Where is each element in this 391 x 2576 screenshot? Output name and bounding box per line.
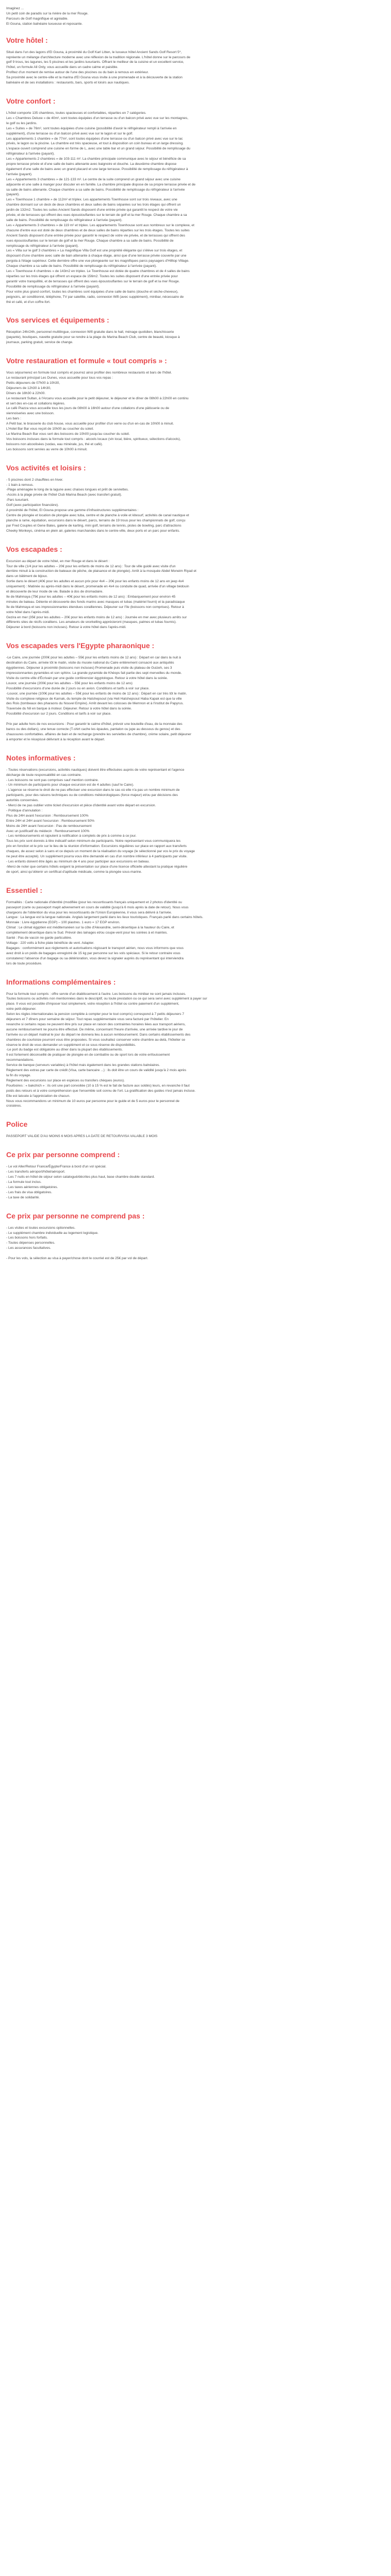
text-line: Les « Appartements 3 chambres » de 121-133 m². Le centre de la suite comprend un grand séjour avec une cuisine bbox=[6, 177, 181, 181]
section-heading: Votre hôtel : bbox=[6, 36, 48, 44]
text-line: égyptiennes. Déjeuner à proximité (boissons non incluses) Promenade puis visite du plateau de Guizeh, ses 3 bbox=[6, 666, 172, 670]
text-line: l'arrivée ou un départ matinal le jour du départ ne donnera lieu à aucun remboursement. Dans certains établissements des bbox=[6, 1032, 191, 1037]
text-line: - Le supplément chambre individuelle au logement logistique. bbox=[6, 1231, 99, 1235]
text-line: - Pour les vols, la sélection au visa à payer/chose dont le courriel est de 25€ par vol de départ. bbox=[6, 1257, 149, 1261]
text-line: Le restaurant Sultan, à l'Arcanu vous accueille pour le petit déjeuner, le déjeuner et le dîner de 08h00 à 22h00 en continu bbox=[6, 396, 189, 400]
text-line: recommandations. bbox=[6, 1058, 35, 1062]
text-line: - Politique d'annulation : bbox=[6, 808, 43, 812]
text-line: Nous vous recommandons un minimum de 10 euros par personne pour le guide et de 5 euros pour le personnel de bbox=[6, 1099, 180, 1103]
text-line: chaques, de assez selon à sans et ce depuis un moment de la réalisation du voyage (le sélectionné par vos le prix du voyage bbox=[6, 850, 195, 854]
text-line: réserve le droit de vous demander un supplément et ce sous réserve de disponibilités. bbox=[6, 1043, 136, 1047]
text-line bbox=[6, 1251, 385, 1256]
text-line: Les appartements 1 chambre » de 77m², sont toutes équipées d'une terrasse ou d'un balcon privé avec vue sur le lac bbox=[6, 137, 183, 141]
text-line: garantir votre tranquillité, et de terrasses qui offrent des vues époustouflantes sur le terrain de golf et la mer Rouge. bbox=[6, 279, 180, 283]
text-line: minutes de bateau. Détente et découverte des fonds marins avec masques et tubas (matériel fourni) et la paradisiaque bbox=[6, 600, 185, 604]
text-line: croisières. bbox=[6, 1104, 22, 1108]
text-line bbox=[6, 717, 385, 722]
text-line: Tour de ville (1/4 jour les adultes – 20€ pour les enfants de moins de 12 ans) : Tour de ville guidé avec visite d'un bbox=[6, 564, 176, 568]
text-line: Déjeuner à bord (boissons non incluses). Retour à votre hôtel dans l'après-midi. bbox=[6, 625, 126, 630]
text-line: chambre donnant sur un deck de deux chambres et deux salles de bains séparées sur les trois étages qui offrent un bbox=[6, 203, 181, 207]
text-line: chaussures confortables. affaires de bain et de rechange (prendre les serviettes de chambre), crème solaire, petit déjeuner bbox=[6, 732, 191, 736]
text-line: -Merci de noter que certains hôtels exigent la présentation sur place d'une licence officielle attestant la pratique régulière bbox=[6, 865, 188, 869]
text-line: Les bars : bbox=[6, 417, 21, 421]
text-line: boissons non alcoolisées (sodas, eau minérale, jus, thé et café). bbox=[6, 442, 103, 446]
text-line: Centre de plongée et location de plongée avec tuba, centre et de planche à voile et kitesurf, activités de canal nautique et bbox=[6, 513, 189, 517]
text-line: Selon les règles internationales la pension complète à compter pour le tout compris) correspond à 7 petits déjeuners 7 bbox=[6, 1012, 184, 1016]
text-line: - Merci de ne pas oublier votre ticket d'excursion et pièce d'identité avant votre départ en excursion. bbox=[6, 804, 156, 808]
text-line: Sortie dans le désert (40€ pour les adultes et aucun prix pour 4x4 – 20€ pour les enfants moins de 12 ans en jeep 4x4 bbox=[6, 580, 184, 584]
text-line: Visite du complexe religieux de Karnak, du temple de Hatshepsout (via Heli Hatshepsout Haba Kapak est que la ville bbox=[6, 697, 182, 701]
section-heading: Vos escapades : bbox=[6, 545, 62, 553]
section-heading: Ce prix par personne comprend : bbox=[6, 1150, 120, 1159]
text-line: Santé : Pas de vaccin ne garde particulière. bbox=[6, 936, 72, 940]
text-line: Louxor, une journée (200€ pour les adultes – 55€ pour les enfants moins de 12 ans) bbox=[6, 681, 133, 685]
text-line: Entre 24H et 24H avant l'excursion : Remboursement 50% bbox=[6, 819, 94, 823]
text-line: uniquement) : Matinée ou après-midi dans le désert, promenade en 4x4 ou conduite de quad, arrivée d'un village bédouin bbox=[6, 585, 189, 589]
text-line: vues époustouflantes sur le terrain de golf et la mer Rouge. Chaque chambre a sa salle de bains. Possibilité de bbox=[6, 239, 174, 243]
text-line: viennoiseries avec une boisson. bbox=[6, 412, 55, 416]
text-line: - Toutes réservations (excursions, activités nautiques) doivent être effectuées auprès de votre représentant et l'agence bbox=[6, 768, 185, 772]
text-line: place. Il vous est possible d'imposer tout simplement, votre réception à l'hôtel ou contre paiement d'un supplément, bbox=[6, 1002, 180, 1006]
text-line: Sa proximité avec le centre-ville et la marina d'El Gouna vous invite à une promenade et à la découverte de la station bbox=[6, 76, 183, 80]
text-line: Plus de 24H avant l'excursion : Remboursement 100% bbox=[6, 814, 89, 818]
text-line: impressionnantes pyramides et son sphinx. La grande pyramide de Khéops fait partie des sept merveilles du monde. bbox=[6, 671, 182, 675]
text-line: déjeuners et 7 dîners pour semaine de séjour. Tout repas supplémentaire vous sera facturé par l'hôtelier. En bbox=[6, 1018, 169, 1022]
text-line: Les « Suites » de 76m², sont toutes équipées d'une cuisine (possibilité d'avoir le réfrigérateur rempli à l'arrivée en bbox=[6, 126, 177, 130]
text-line: golf 9 trous, les lagunes, les 5 piscines et les jardins luxuriants. Offrant le meilleur de la cuisine et un excellent service, bbox=[6, 60, 184, 64]
text-line: thé et café, et d'un coffre-fort. bbox=[6, 300, 51, 304]
text-line: l'arrivée (payant). bbox=[6, 172, 32, 176]
text-line: - 5 piscines dont 2 chauffées en hiver. bbox=[6, 478, 63, 482]
text-line: Cheeky Monkeys, cinéma en plein air, galeries marchandes dans le centre-ville, deux ports et un parc pour enfants. bbox=[6, 529, 180, 533]
section-heading: Votre restauration et formule « tout compris » : bbox=[6, 357, 167, 365]
text-line: -Louxor, une journée (100€ pour les adultes – 55€ pour les enfants de moins de 12 ans) : Départ en car très tôt le matin. bbox=[6, 691, 187, 696]
text-line: île de Mahmaya et ses impressionnantes étendues coralliennes. Déjeuner sur l'île (boissons non comprises). Retour à bbox=[6, 605, 184, 609]
text-line: Gezira en mer (35€ pour les adultes – 20€ pour les enfants moins de 12 ans) : Journée en mer avec plusieurs arrêts sur bbox=[6, 615, 187, 619]
text-line: Déjeuners de 12h30 à 14h30, bbox=[6, 386, 51, 390]
text-line: A Petit bar, le brasserie du club house, vous accueille pour profiter d'un verre ou d'un en-cas de 10h00 à minuit. bbox=[6, 422, 174, 426]
text-line: Pour la formule tout compris : offre servie d'un établissement à l'autre. Les boissons du minibar ne sont jamais incluses. bbox=[6, 992, 186, 996]
text-line: L'espace ouvert comprend une cuisine en forme de L, avec une table bar et un grand séjour. Possibilité de remplissage du bbox=[6, 147, 190, 151]
text-line: dans un bâtiment de bijoux. bbox=[6, 574, 48, 579]
text-line: Elle est laissée à l'appréciation de chacun. bbox=[6, 1094, 71, 1098]
text-line: lors de toute procédure. bbox=[6, 961, 42, 965]
text-line: - Les boissons ne sont pas comprises sauf mention contraire. bbox=[6, 778, 99, 782]
text-line: Profitez d'un moment de remise autour de l'une des piscines ou du bain à remous en extérieur. bbox=[6, 71, 149, 75]
text-line: Les « Appartements 2 chambres » de 103-111 m². La chambre principale communique avec le séjour et bénéficie de sa bbox=[6, 157, 186, 161]
text-line: -Parc luxuriant. bbox=[6, 498, 29, 502]
text-line: Tous les prix sont donnés à titre indicatif selon minimum de participants. Notre représentant vous communiquera les bbox=[6, 839, 181, 843]
section-heading: Vos activités et loisirs : bbox=[6, 463, 86, 472]
text-line: - Le vol Aller/Retour France/Égypte/France à bord d'un vol spécial. bbox=[6, 1165, 107, 1169]
text-line: Les boissons sont servies au verre de 10h00 à minuit. bbox=[6, 447, 88, 451]
section-heading: Essentiel : bbox=[6, 886, 43, 894]
text-line: - 1 bain à remous. bbox=[6, 483, 34, 487]
text-line: Réception 24h/24h, personnel multilingue, connexion Wifi gratuite dans le hall, ménage quotidien, blanchisserie bbox=[6, 330, 174, 334]
text-line: Petits déjeuners de 07h00 à 10h30, bbox=[6, 381, 60, 385]
text-line: Situé dans l'un des lagons d'El Gouna, à proximité du Golf Karl Litten, le luxueux hôtel Ancient Sands Golf Resort 5*, bbox=[6, 50, 182, 54]
text-line: Réglement des extras par carte de crédit (Visa, carte bancaire ...) : ils doit être un cours de validité jusqu'à 2 mois après bbox=[6, 1069, 186, 1073]
text-line: chambres de courtoisie pourront vous être proposées. Si vous souhaitez conserver votre chambre au-delà, l'hôtelier se bbox=[6, 1038, 185, 1042]
text-line: -Plage aménagée le long de la lagune avec chaises longues et prêt de serviettes. bbox=[6, 488, 129, 492]
section-heading: Police bbox=[6, 1120, 28, 1129]
text-line: remplissage du réfrigérateur à l'arrivée (payant). bbox=[6, 244, 79, 248]
text-line: Monnaie : Livre égyptienne (EGP) – 100 piastres. 1 euro = 17 EGP environ. bbox=[6, 921, 120, 925]
text-line: Les « Villa sur le golf 3 chambres » La magnifique Villa Golf est une propriété élégante qui s'élève sur trois étages, et bbox=[6, 249, 183, 253]
text-line: Vous séjournerez en formule tout compris et pourrez ainsi profiter des nombreux restaurants et bars de l'hôtel. bbox=[6, 371, 172, 375]
text-line: supplément), d'une terrasse ou d'un balcon privé avec vue sur le lagon et sur le golf. bbox=[6, 131, 133, 135]
text-line: Possibilité d'excursions d'une durée de 2 jours ou en avion. Conditions et tarifs à voir sur place. bbox=[6, 686, 150, 690]
text-line: Dîners de 18h30 à 22h00. bbox=[6, 391, 46, 395]
text-line: Vos boissons incluses dans la formule tout compris : alcools locaux (vin local, bière, spiritueux, sélections d'alcools), bbox=[6, 437, 181, 441]
text-line: des Rois (tombeaux des pharaons du Nouvel Empire). Arrêt devant les colosses de Memnon et à l'institut de Papyrus. bbox=[6, 702, 184, 706]
text-line: différents sites de récifs coralliens. Les amateurs de snorkelling apprécieront (masques, palmes et tubas fournis). bbox=[6, 620, 177, 624]
text-line: balnéaire et de ses installations : restaurants, bars, sports et loisirs aux nautiques. bbox=[6, 81, 130, 85]
text-line: (payant). bbox=[6, 193, 20, 197]
text-line: votre hôtel dans l'après-midi. bbox=[6, 610, 50, 614]
text-line: pergola à l'étage supérieur. Cette dernière offre une vue plongeante sur les magnifiques parcs paysagers d'Hilltop Village. bbox=[6, 259, 189, 263]
text-line: Pourboires : « bakchich » : ils ont une part convoitée (10 à 15 % est le fait de facture aux soldés) leurs, en revanche il faut bbox=[6, 1083, 190, 1088]
text-line: et découverte de leur mode de vie. Balade à dos de dromadaire. bbox=[6, 590, 104, 594]
text-line: Imaginez ... bbox=[6, 7, 24, 10]
text-line: propre terrasse privée et d'une salle de bains attenante avec baignoire et douche. La deuxième chambre dispose bbox=[6, 162, 177, 166]
text-line: - La formule tout inclus. bbox=[6, 1180, 42, 1184]
text-line: Bagages : conformément aux règlements et autorisations régissant le transport aérien, nous vous informons que vous bbox=[6, 946, 184, 950]
text-line: salle de bains. Possibilité de remplissage du réfrigérateur à l'arrivée (payant). bbox=[6, 218, 123, 222]
page bbox=[0, 0, 391, 1261]
text-line: décharge de toute responsabilité en cas contraire. bbox=[6, 773, 82, 777]
section-heading: Vos services et équipements : bbox=[6, 316, 109, 325]
text-line: autorités concernées. bbox=[6, 799, 39, 803]
text-line: Excursion au départ de votre hôtel, en mer Rouge et dans le désert : bbox=[6, 559, 110, 563]
text-line: - Un minimum de participants pour chaque excursion est de 4 adultes (sauf le Caire). bbox=[6, 783, 134, 787]
text-line: Possibilité de remplissage du réfrigérateur à l'arrivée (payant). bbox=[6, 284, 100, 289]
text-line: privés, le lagon ou la piscine. La chambre est très spacieuse, et tout à disposition un coin bureau et un large dressing. bbox=[6, 142, 184, 146]
text-line: Golf (avec participation financière). bbox=[6, 503, 59, 507]
text-line: -Accès à la plage privée de l'hôtel Club Marina Beach (avec transfert gratuit). bbox=[6, 493, 122, 497]
text-line: ne peut être accepté). Un supplément pourra vous être demandé en cas d'un nombre inférieur à 4 participants par visite. bbox=[6, 855, 188, 859]
text-line: L'hôtel comporte 135 chambres, toutes spacieuses et confortables, réparties en 7 catégories. bbox=[6, 111, 146, 115]
text-line: chacune d'entre eux est doté de deux chambres et de deux salles de bains réparties sur les trois étages. Toutes les suites bbox=[6, 228, 190, 232]
text-line: Les « Townhouse 1 chambre » de 112m² et triplex. Les appartements Townhouse sont sur trois niveaux, avec une bbox=[6, 198, 177, 202]
text-line: - La taxe de solidarité. bbox=[6, 1195, 40, 1199]
section-heading: Informations complémentaires : bbox=[6, 977, 116, 986]
text-line: constaterez l'absence d'un bagage ou sa détérioration, vous devez la signaler auprès du représentant qui interviendra bbox=[6, 956, 184, 960]
text-line: également d'une salle de bains avec un grand placard et une large terrasse. Possibilité de remplissage du réfrigérateur à bbox=[6, 167, 188, 171]
text-line: - L'agence se réserve le droit de ne pas effectuer une excursion dans le cas où elle n'a pas un nombre minimum de bbox=[6, 788, 180, 792]
text-line: Parcours de Golf magnifique et agréable. bbox=[6, 16, 69, 21]
text-line: -Le port du badge est obligatoire au dîner dans la plupart des établissements. bbox=[6, 1048, 123, 1052]
text-line: chargeons de l'obtention du visa pour les ressortissants de l'Union Européenne, il vous sera délivré à l'arrivée. bbox=[6, 910, 172, 914]
text-line: - Les assurances facultatives. bbox=[6, 1246, 51, 1250]
text-line: Ancient Sands disposent d'une entrée privée pour garantir le respect de votre vie privée, et de terrasses qui offrent des bbox=[6, 233, 185, 238]
text-line: - Les enfants doivent être âgés au minimum de 4 ans pour participer aux excursions en bateau. bbox=[6, 860, 150, 863]
text-line: privée, et de terrasses qui offrent des vues époustouflantes sur le terrain de golf et la mer Rouge. Chaque chambre a sa bbox=[6, 213, 187, 217]
text-line: A proximité de l'hôtel, El Gouna propose une gamme d'infrastructures supplémentaires : bbox=[6, 509, 139, 513]
text-line: - Toutes dépenses personnelles. bbox=[6, 1241, 55, 1245]
text-line: PASSEPORT VALIDE D'AU MOINS 6 MOIS APRES LA DATE DE RETOUR/VISA VALABLE 3 MOIS bbox=[6, 1134, 158, 1139]
text-line: jardin de 132m2. Toutes les suites Ancient Sands disposent d'une entrée privée qui garantit le respect de votre vie bbox=[6, 208, 178, 212]
text-line: Service de banque (serveurs variables) à l'hôtel mais également dans les grandes stations balnéaires. bbox=[6, 1063, 160, 1067]
text-line: avez droit à un poids de bagages enregistré de 15 kg par personne sur les vols spéciaux. Si le retour contraire vous bbox=[6, 951, 181, 955]
text-line: -Le Caire, une journée (200€ pour les adultes – 55€ pour les enfants moins de 12 ans) : Départ en car dans la nuit à bbox=[6, 656, 181, 660]
text-line: Toutes boissons ou activités non mentionnées dans le descriptif, ou toute prestation ou ce qui sera servi avec supplément à payer sur bbox=[6, 997, 207, 1001]
text-line: Traversée du Nil en barque à moteur. Déjeuner. Retour à votre hôtel dans la soirée. bbox=[6, 707, 132, 711]
text-line: Les « Chambres Deluxe » de 40m², sont toutes équipées d'un terrasse ou d'un balcon privé avec vue sur les montagnes, bbox=[6, 116, 188, 120]
text-line: Les « Appartements 3 chambres » de 119 m² et triplex. Les appartements Townhouse sont aux nombreux sur le complexe, et bbox=[6, 223, 194, 227]
text-line: Le café Piazza vous accueille tous les jours de 08h00 à 16h00 autour d'une collations d'une pâtisserie ou de bbox=[6, 406, 169, 411]
section-heading: Ce prix par personne ne comprend pas : bbox=[6, 1211, 145, 1220]
text-line: - Les remboursements et rajoutent à notification à complets de prix à comme à ce jour. bbox=[6, 834, 137, 838]
text-line: Chaque chambre a sa salle de bains. Possibilité de remplissage du réfrigérateur à l'arrivée (payant). bbox=[6, 264, 157, 268]
text-line: repréente un mélange d'architecture moderne avec une réflexion de la tradition régionale. L'hôtel donne sur le parcours de bbox=[6, 55, 190, 59]
text-line: Avec un justificatif du médecin : Remboursement 100% bbox=[6, 829, 90, 833]
text-line: poids des retours et à votre compréhension que l'ensemble soit connu de l'ort. La gratification des guides n'est jamais incluse. bbox=[6, 1089, 196, 1093]
text-line: votre petit-déjeuner. bbox=[6, 1007, 37, 1011]
text-line: Formalités : Carte nationale d'identité (modifiée (pour les ressortissants français uniquement et 2 photos d'identité ou bbox=[6, 900, 182, 904]
text-line: El Gouna, station balnéaire luxueuse et reposante. bbox=[6, 22, 83, 26]
text-line: et sert des en-cas et collations légères. bbox=[6, 401, 66, 405]
text-line: Le Marina Beach Bar vous sert des boissons de 10h00 jusqu'au coucher du soleil. bbox=[6, 432, 130, 436]
text-line: Il est fortement déconseillé de pratiquer de plongée en de combattre ou de sport lors de votre enfouissement bbox=[6, 1053, 170, 1057]
text-line: réfrigérateur à l'arrivée (payant). bbox=[6, 152, 55, 156]
text-line: revanche si certains repas ne peuvent être pris sur place en raison des contraintes horaires liées aux transport aériens, bbox=[6, 1022, 186, 1026]
text-line: Réglement des excursions sur place en espèces ou transfers chèques (euros). bbox=[6, 1078, 125, 1082]
text-line: journaux, parking gratuit, service de change. bbox=[6, 341, 73, 345]
section-heading: Vos escapades vers l'Egypte pharaonique : bbox=[6, 641, 155, 650]
text-line: Les « Townhouse 4 chambres » de 143m2 en triplex. Le Townhouse est dotée de quatre chambres et de 4 salles de bains bbox=[6, 269, 190, 274]
text-line: - Les taxes aériennes obligatoires. bbox=[6, 1185, 58, 1189]
text-line: - Les transferts aéroport/hôtel/aéroport. bbox=[6, 1170, 66, 1174]
text-line: derrière minuit à la construction de bateaux de pêche, de plaisance et de plongée). Arrêt à la mosquée Abdel Moneim Riyad et bbox=[6, 569, 197, 573]
text-line: participants, pour des raisons techniques ou de conditions météorologiques (force majeur) et/ou par décisions des bbox=[6, 793, 178, 798]
text-line: complètement désertique dans le Sud. Prévoir des lainages et/ou coupe-vent pour les soirées à et maintes. bbox=[6, 931, 168, 935]
section-heading: Votre confort : bbox=[6, 96, 56, 105]
text-line: Visite du centre-ville d'Écrivain par une guide conférencier égyptologue. Retour à votre hôtel dans la soirée. bbox=[6, 676, 168, 680]
text-line: Voltage : 220 volts à fiche plate bénéficie de vent. Adapter. bbox=[6, 941, 94, 945]
text-line: la fin du voyage. bbox=[6, 1074, 31, 1077]
text-line: (payante), boutiques, navette gratuite pour se rendre à la plage du Marina Beach Club, centre de beauté, kiosque à bbox=[6, 335, 180, 340]
text-line: - Les frais de visa obligatoires. bbox=[6, 1190, 53, 1194]
text-line: de sport, ainsi qu'obtenir un certificat d'aptitude médicale, comme la plongée sous-marine. bbox=[6, 870, 142, 874]
text-line: Climat : Le climat égyptien est méditerranéen sur la côte d'Alexandrie, semi-désertique à la hauteur du Caire, et bbox=[6, 926, 174, 930]
text-line: prix en fonction et le prix sur le lieu de la réunion d'information. Excursions régulières sur place en rapport aux transferts bbox=[6, 844, 187, 849]
text-line: Le restaurant principal Les Dunes, vous accueille pour tous vos repas : bbox=[6, 376, 113, 380]
text-line: Prix par adulte hors de nos excursions : Pour garantir le calme d'hôtel, prévoir une bouteille d'eau, de la monnaie des bbox=[6, 722, 183, 726]
text-line: réparties sur les trois étages qui offrent un espace de 156m2. Toutes les suites disposent d'une entrée privée pour bbox=[6, 274, 178, 278]
text-line: le golf ou les jardins. bbox=[6, 121, 38, 125]
text-line: destination du Caire, arrivée tôt le matin, visite du musée national du Caire entièrement consacré aux antiquités bbox=[6, 661, 174, 665]
text-line: l'hôtel, un formule All Only, vous accueille dans un cadre calme et paisible. bbox=[6, 65, 119, 70]
text-line: disposant d'une chambre avec salle de bain attenante à chaque étage, ainsi que d'une terrasse privée couverte par une bbox=[6, 254, 187, 258]
text-line: par Fred Couples et Gene Bates, galerie de karting, mini golf, terrains de tennis, pistes de bowling, parc d'attractions bbox=[6, 523, 182, 528]
text-line: peignoirs, air conditionné, téléphone, TV par satellite, radio, connexion Wifi (avec supplément), minibar, nécessaire de bbox=[6, 295, 184, 299]
section-heading: Notes informatives : bbox=[6, 753, 76, 762]
text-line: - Les visites et toutes excursions optionnelles. bbox=[6, 1226, 76, 1230]
text-line: Langue : La langue est la langue nationale. Anglais largement parlé dans les lieux touristiques. Français parlé dans certains hôtels. bbox=[6, 916, 203, 920]
text-line: L'Hotel Bar Bar vous reçoit de 10h00 au coucher du soleil. bbox=[6, 427, 94, 431]
text-line: - Les 7 nuits en hôtel de séjour selon catalogué/décrites plus haut, base chambre double standard. bbox=[6, 1175, 155, 1179]
text-line: - Les boissons hors forfaits. bbox=[6, 1236, 48, 1240]
text-line: à emporter et le récepissé délivrant à la réception avant le départ. bbox=[6, 737, 105, 741]
text-line: bancs ou des dollars), une tenue correcte (T-shirt cache les épaules, pantalon ou jupe au dessous du genou) et des bbox=[6, 727, 181, 731]
text-line: adjacente et une salle à manger pour discuter en en famille. La chambre principale dispose de sa propre terrasse privée et de bbox=[6, 182, 196, 187]
text-line: sa salle de bains attenante. Chaque chambre a sa salle de bains. Possibilité de remplissage du réfrigérateur à l'arrivée bbox=[6, 188, 185, 192]
text-line: Possibilité d'excursion sur 2 jours. Conditions et tarifs à voir sur place. bbox=[6, 712, 111, 716]
text-line: Ile de Mahmaya (75€ pour les adultes – 40€ pour les enfants moins de 12 ans) : Embarquement pour environ 45 bbox=[6, 595, 176, 599]
text-line: Pour votre plus grand confort, toutes les chambres sont équipées d'une salle de bains (douche et sèche-cheveux), bbox=[6, 290, 178, 294]
text-line: Un petit coin de paradis sur la rivière de la mer Rouge. bbox=[6, 11, 89, 15]
text-line: Moins de 24H avant l'excursion : Pas de remboursement bbox=[6, 824, 92, 828]
text-line: planche à rame, équitation, excursions dans le désert, parcs, terrains de 19 trous pour les championnats de golf, conçu bbox=[6, 518, 186, 522]
text-line: passeport (carte ou passeport mapit advenement en cours de validité (jusqu'à 6 mois après la date de retour). Nous vous bbox=[6, 905, 189, 909]
text-line: aucune remboursement ne pourra être effectué. De même, concernant l'heure d'arrivée, une arrivée tardive le jour de bbox=[6, 1027, 183, 1031]
